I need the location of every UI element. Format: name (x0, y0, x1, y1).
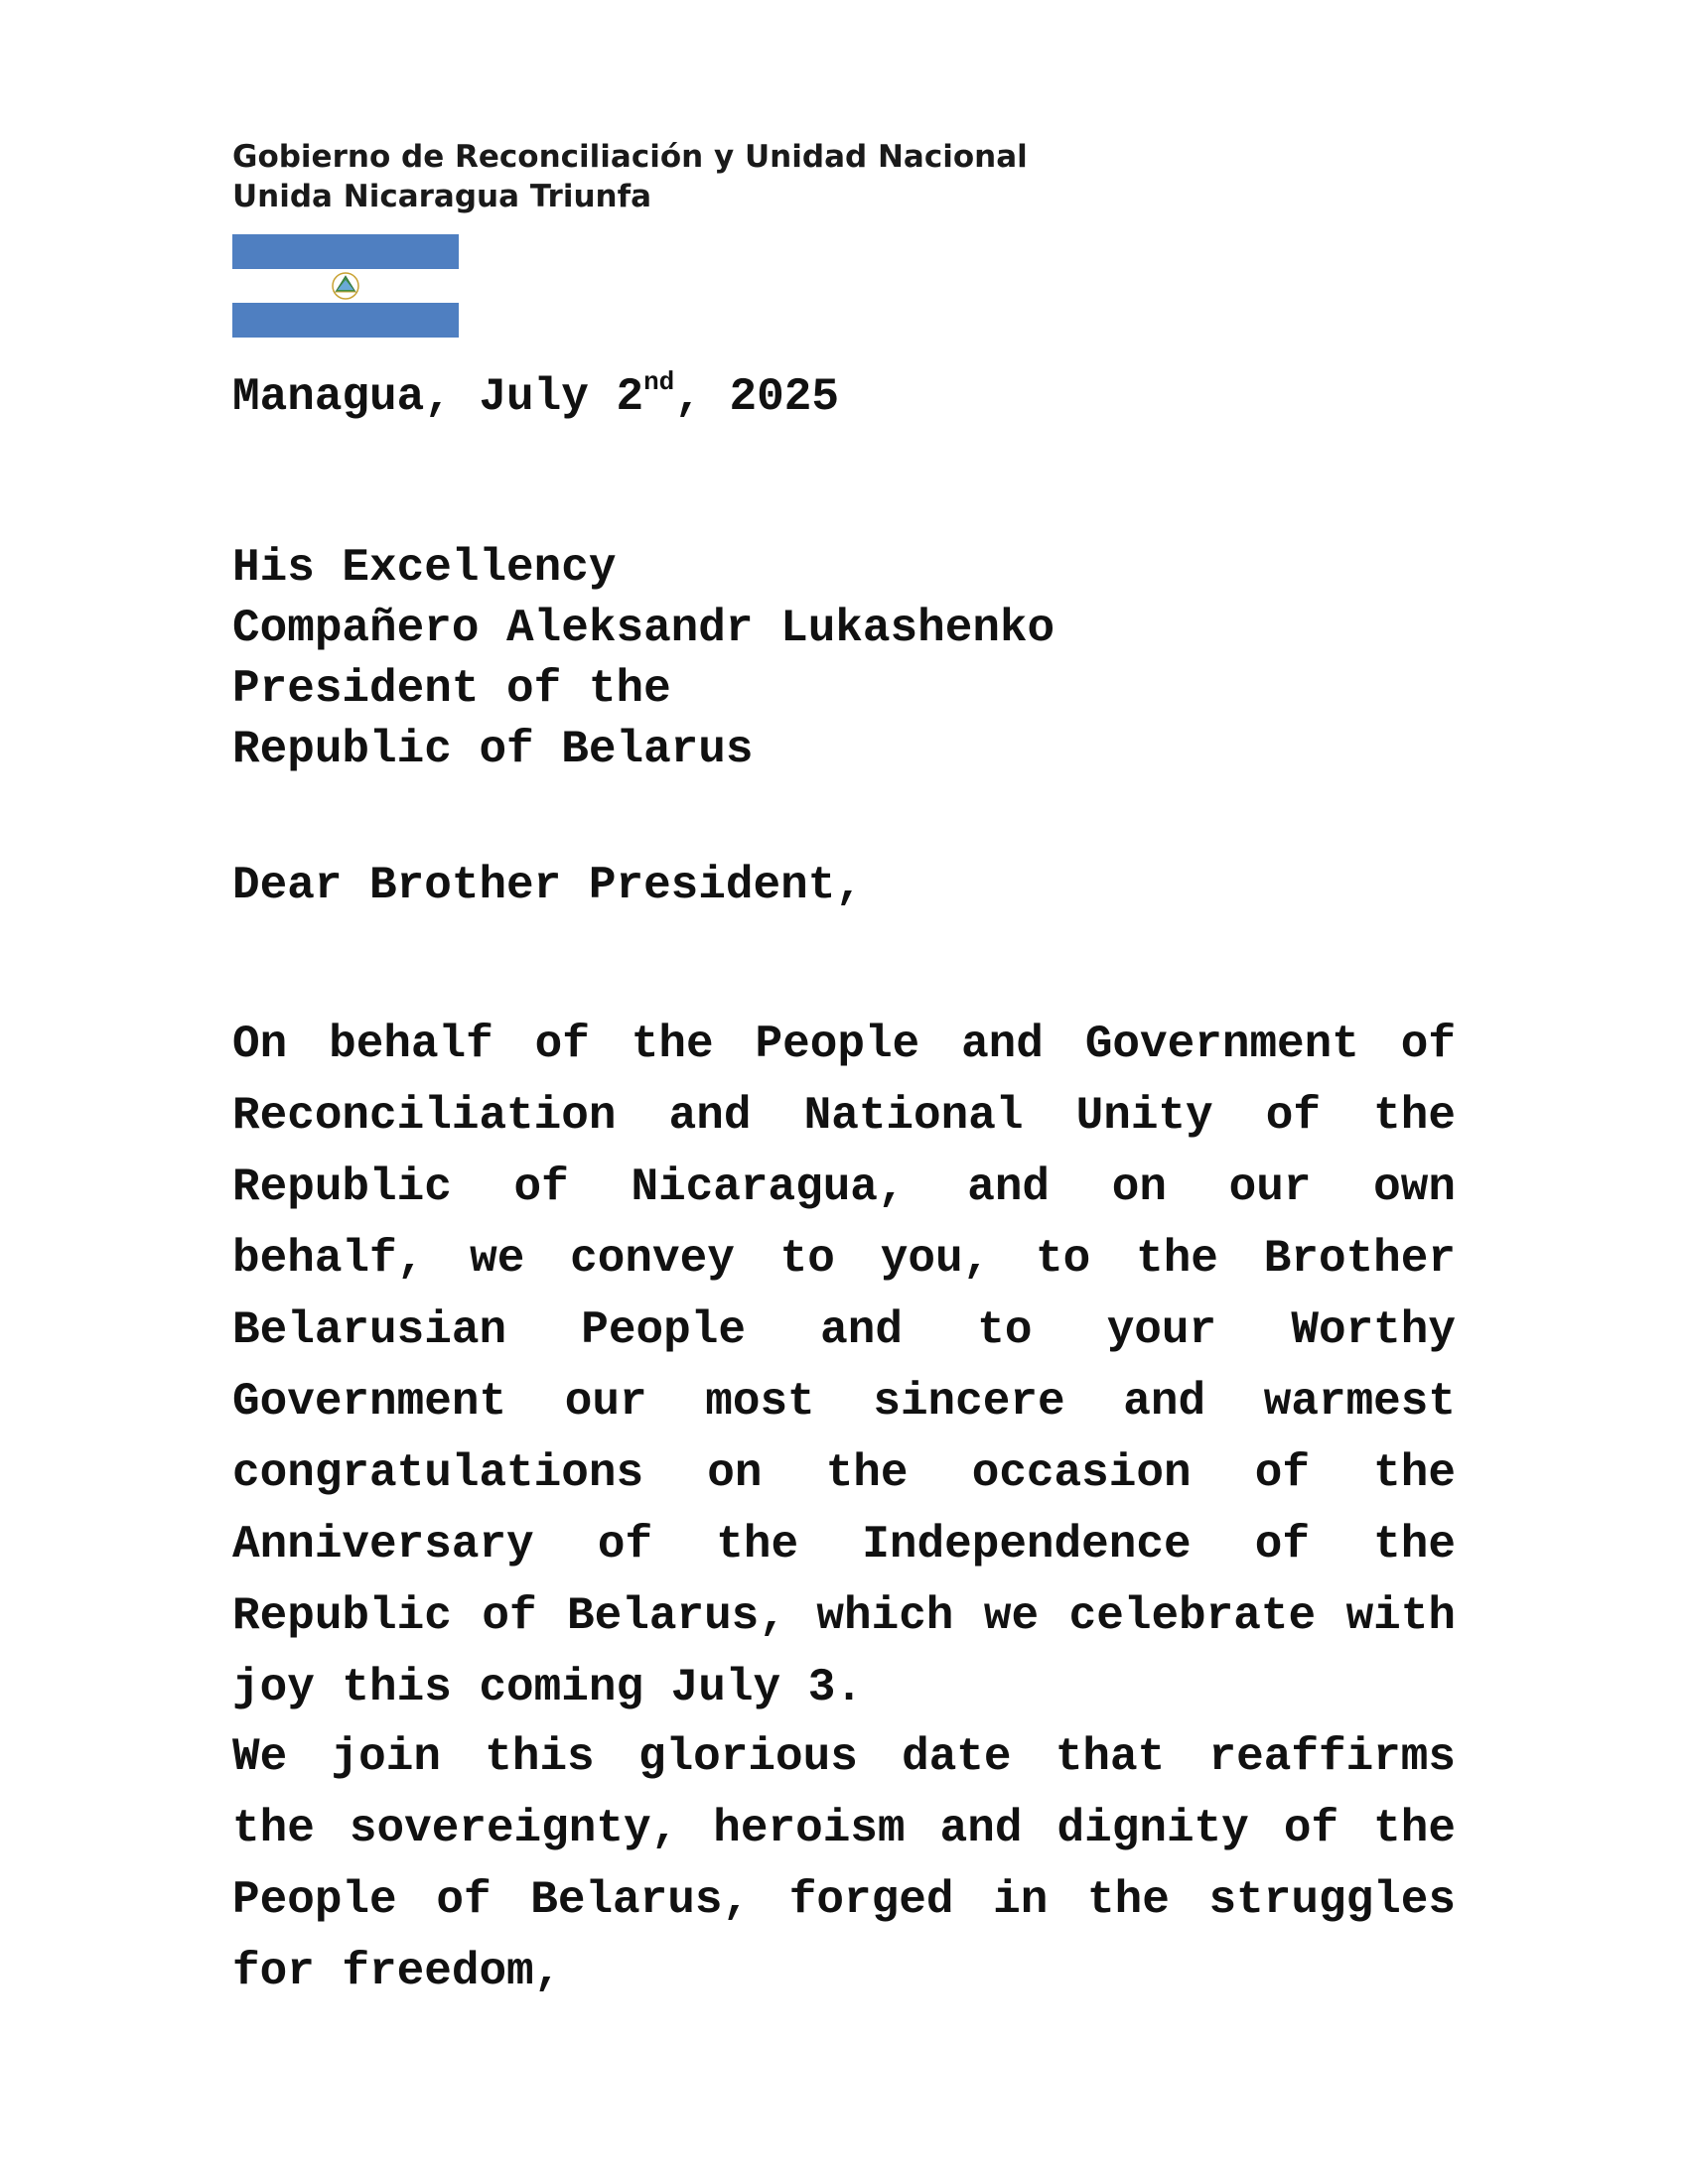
body-paragraph-2: We join this glorious date that reaffirms the sovereignty, heroism and dignity of the People of Belarus, forged in the struggles for freedom, (232, 1731, 1456, 1997)
letterhead-slogan: Unida Nicaragua Triunfa (232, 179, 652, 214)
letterhead (232, 137, 1028, 216)
date-ordinal: nd (643, 367, 675, 397)
nicaragua-flag-icon (232, 234, 459, 338)
addressee-name: Compañero Aleksandr Lukashenko (232, 603, 1055, 654)
body-paragraph-1: On behalf of the People and Government of Reconciliation and National Unity of the Republic of Nicaragua, and on our own behalf, we convey to you, to the Brother Belarusian People and to your Worthy Government our most sincere and warmest congratulations on the occasion of the Anniversary of the Independence of the Republic of Belarus, which we celebrate with joy this coming July 3. (232, 1019, 1456, 1713)
addressee-office: President of the (232, 663, 671, 715)
letter-date: Managua, July 2nd, 2025 (232, 367, 839, 423)
letterhead-government-name: Gobierno de Reconciliación y Unidad Nacional (232, 139, 1028, 175)
salutation: Dear Brother President, (232, 860, 863, 911)
addressee-block (232, 538, 1055, 780)
addressee-title: His Excellency (232, 542, 617, 594)
addressee-country: Republic of Belarus (232, 724, 754, 775)
